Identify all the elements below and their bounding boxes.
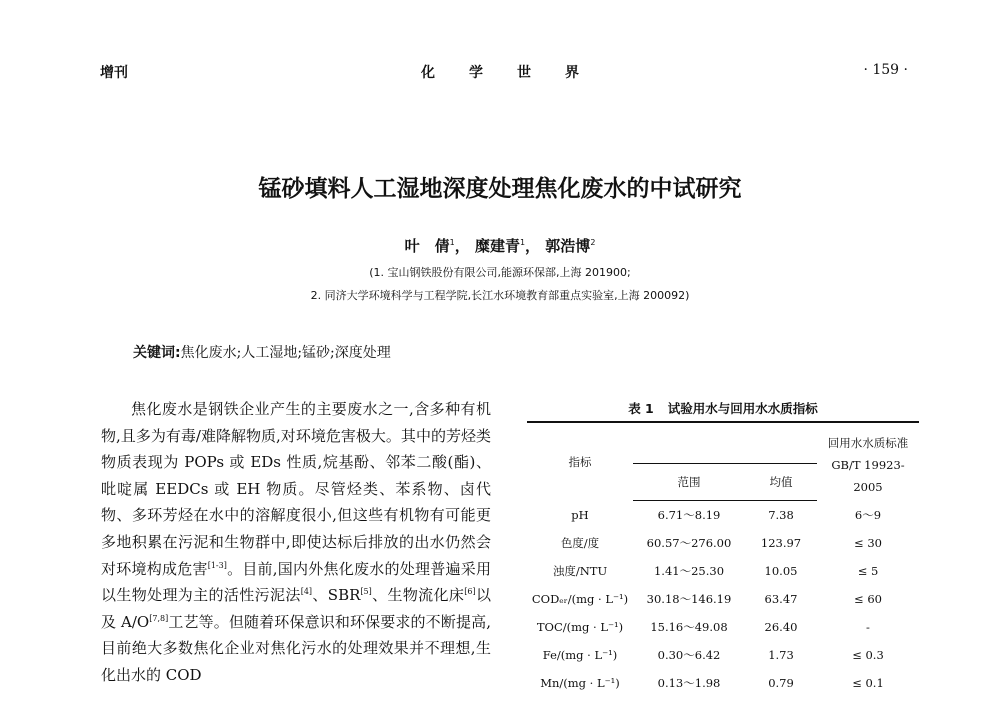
body-paragraph (101, 396, 491, 714)
table-title: 试验用水与回用水水质指标 (667, 401, 818, 416)
journal-name: 化学世界 (421, 65, 613, 81)
author-separator: ， (525, 237, 541, 255)
cell-indicator: 色度/度 (560, 536, 600, 550)
body-text-segment: 、SBR (312, 586, 361, 605)
cell-range: 0.30～6.42 (657, 648, 721, 662)
cell-indicator: pH (571, 507, 589, 522)
keywords (133, 342, 391, 362)
cell-mean: 7.38 (768, 508, 794, 522)
table-row (527, 585, 919, 613)
citation-ref: [7,8] (149, 613, 169, 623)
body-text-segment: 焦化废水是钢铁企业产生的主要废水之一,含多种有机物,且多为有毒/难降解物质,对环境危害极大。其中的芳烃类物质表现为 POPs 或 EDs 性质,烷基酚、邻苯二酸(酯)、吡啶属 EEDCs 或 EH 物质。尽管烃类、苯系物、卤代物、多环芳烃在水中的溶解度很小,但这些有机物有可能更多地积累在污泥和生物群中,即使达标后排放的出水仍然会对环境构成危害 (101, 400, 491, 578)
cell-mean: 63.47 (764, 592, 798, 606)
cell-indicator: 浊度/NTU (552, 564, 608, 578)
cell-standard: ≤ 5 (857, 564, 879, 578)
author-list (0, 235, 1000, 256)
cell-range: 0.13～1.98 (657, 676, 721, 690)
keywords-label: 关键词: (133, 345, 181, 361)
cell-indicator: Fe/(mg · L⁻¹) (542, 648, 618, 662)
cell-standard: 6～9 (854, 507, 882, 522)
table-row (527, 669, 919, 697)
table-row (527, 641, 919, 669)
water-quality-table (527, 421, 919, 697)
body-text-segment: 。目前,国内外焦化废水的处理普遍采用以生物处理为主的活性污泥法 (101, 559, 491, 605)
cell-range: 60.57～276.00 (646, 536, 732, 550)
cell-standard: ≤ 0.3 (852, 648, 884, 662)
affiliation: (1. 宝山钢铁股份有限公司,能源环保部,上海 201900; (369, 266, 631, 279)
cell-mean: 10.05 (764, 564, 798, 578)
col-header-range: 范围 (633, 464, 745, 501)
table-row (527, 613, 919, 641)
cell-mean: 0.79 (768, 676, 794, 690)
page-number: · 159 · (863, 62, 908, 78)
cell-range: 1.41～25.30 (653, 564, 725, 578)
cell-standard: ≤ 60 (854, 592, 882, 606)
cell-range: 6.71～8.19 (657, 508, 721, 522)
author-separator: ， (454, 237, 470, 255)
col-header-mean: 均值 (745, 464, 817, 501)
citation-ref: [6] (464, 587, 476, 597)
author-affil-mark: 1 (519, 238, 526, 247)
paper-title: 锰砂填料人工湿地深度处理焦化废水的中试研究 (258, 176, 742, 202)
col-header-standard: 回用水水质标准 GB/T 19923-2005 (817, 422, 919, 501)
author-affil-mark: 1 (449, 238, 455, 247)
table-number: 表 1 (628, 401, 654, 416)
citation-ref: [4] (300, 587, 313, 597)
citation-ref: [1-3] (207, 560, 227, 570)
keywords-text: 焦化废水;人工湿地;锰砂;深度处理 (180, 345, 391, 361)
cell-mean: 123.97 (760, 536, 802, 550)
cell-indicator: CODₑᵣ/(mg · L⁻¹) (531, 592, 629, 606)
body-text-segment: 以及 A/O (101, 586, 491, 631)
author-affil-mark: 2 (590, 238, 596, 247)
table-caption (527, 399, 919, 417)
body-text-segment: 工艺等。但随着环保意识和环保要求的不断提高,目前绝大多数焦化企业对焦化污水的处理效果并不理想,生化出水的 COD (101, 612, 491, 684)
cell-range: 30.18～146.19 (646, 592, 732, 606)
table-row (527, 557, 919, 585)
table-row (527, 529, 919, 557)
cell-mean: 26.40 (764, 620, 798, 634)
table-body (527, 501, 919, 698)
cell-standard: ≤ 0.1 (852, 676, 884, 690)
cell-standard: ≤ 30 (854, 536, 882, 550)
col-header-indicator: 指标 (527, 422, 633, 501)
cell-mean: 1.73 (768, 648, 794, 662)
cell-indicator: Mn/(mg · L⁻¹) (540, 676, 620, 690)
author-name: 郭浩博 (545, 237, 591, 255)
cell-indicator: TOC/(mg · L⁻¹) (536, 620, 624, 634)
header-left: 增刊 (100, 65, 128, 81)
citation-ref: [5] (360, 587, 372, 597)
author-name: 叶 倩 (404, 237, 450, 255)
cell-standard: - (866, 620, 870, 634)
author-name: 糜建青 (474, 237, 520, 255)
col-header-group (633, 422, 817, 464)
body-text-segment: 、生物流化床 (371, 586, 465, 605)
table-row (527, 501, 919, 530)
cell-range: 15.16～49.08 (650, 620, 728, 634)
affiliation: 2. 同济大学环境科学与工程学院,长江水环境教育部重点实验室,上海 200092) (310, 289, 690, 302)
